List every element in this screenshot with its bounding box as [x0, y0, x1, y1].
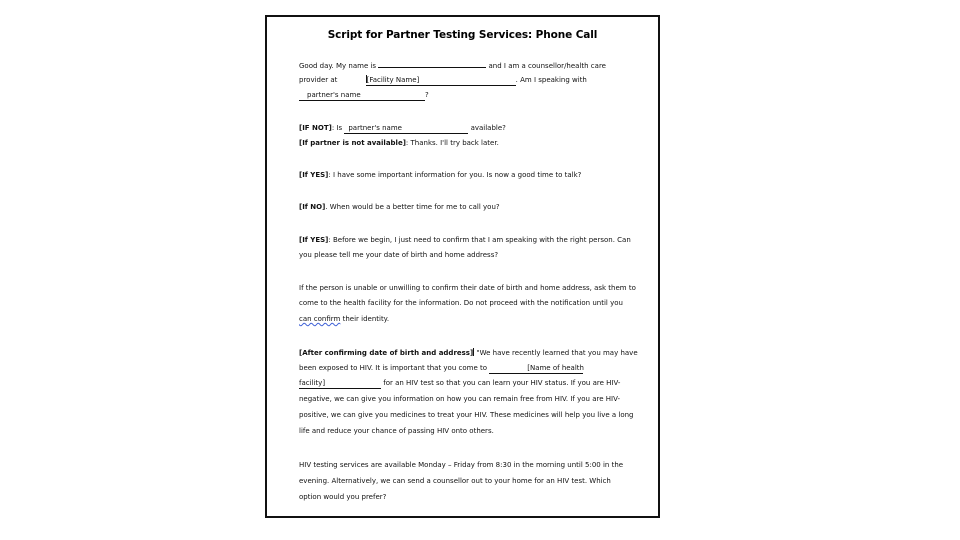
intro-line-2: [299, 75, 587, 86]
if-yes-line: [If YES]: I have some important information for you. Is now a good time to talk?: [299, 171, 582, 179]
intro-text-1a: Good day. My name is: [299, 62, 379, 70]
intro-text-3b: ?: [425, 91, 429, 99]
if-no-line: [If NO]. When would be a better time for me to call you?: [299, 203, 500, 211]
intro-text-2b: . Am I speaking with: [515, 76, 587, 84]
health-facility-field-2: facility]: [299, 379, 381, 389]
services-line-3: option would you prefer?: [299, 493, 387, 501]
if-yes-confirm-label: [If YES]: [299, 236, 329, 244]
if-unavailable-line: [If partner is not available]: Thanks. I'll try back later.: [299, 139, 499, 147]
after-confirm-line-1: [After confirming date of birth and address] "We have recently learned that you may have: [299, 349, 638, 357]
after-confirm-line-3: facility] for an HIV test so that you can learn your HIV status. If you are HIV-: [299, 379, 621, 387]
can-confirm-text: can confirm: [299, 315, 341, 323]
if-yes-confirm-line-2: you please tell me your date of birth and home address?: [299, 251, 499, 259]
intro-text-1b: and I am a counsellor/health care: [486, 62, 606, 70]
unable-line-1: If the person is unable or unwilling to confirm their date of birth and home address, ask them to: [299, 284, 636, 292]
if-not-line: [IF NOT]: Is partner's name available?: [299, 124, 506, 132]
if-yes-label: [If YES]: [299, 171, 329, 179]
after-confirm-line-6: life and reduce your chance of passing HIV onto others.: [299, 427, 494, 435]
document-page: [265, 15, 660, 518]
if-no-label: [If NO]: [299, 203, 326, 211]
after-confirm-label: [After confirming date of birth and address]: [299, 349, 474, 357]
partner-name-field-2: partner's name: [344, 124, 468, 134]
if-yes-confirm-line-1: [If YES]: Before we begin, I just need to confirm that I am speaking with the right person. Can: [299, 236, 631, 244]
unable-line-3: can confirm their identity.: [299, 315, 390, 323]
after-confirm-line-2: been exposed to HIV. It is important that you come to [Name of health: [299, 364, 584, 372]
facility-name-field: [Facility Name]: [366, 75, 516, 86]
services-line-2: evening. Alternatively, we can send a counsellor out to your home for an HIV test. Which: [299, 477, 611, 485]
after-confirm-line-4: negative, we can give you information on how you can remain free from HIV. If you are HIV-: [299, 395, 620, 403]
unable-line-2: come to the health facility for the information. Do not proceed with the notification until you: [299, 299, 623, 307]
health-facility-field-1: [Name of health: [489, 364, 583, 374]
intro-line-1: [299, 60, 606, 71]
after-confirm-line-5: positive, we can give you medicines to treat your HIV. These medicines will help you live a long: [299, 411, 634, 419]
intro-text-2a: provider at: [299, 76, 340, 84]
document-title: Script for Partner Testing Services: Phone Call: [327, 29, 598, 41]
partner-name-field: partner's name: [299, 91, 425, 101]
if-unavailable-label: [If partner is not available]: [299, 139, 406, 147]
intro-line-3: [299, 91, 429, 101]
services-line-1: HIV testing services are available Monday – Friday from 8:30 in the morning until 5:00 in the: [299, 461, 624, 469]
name-blank: [378, 60, 486, 68]
if-not-label: [IF NOT]: [299, 124, 332, 132]
